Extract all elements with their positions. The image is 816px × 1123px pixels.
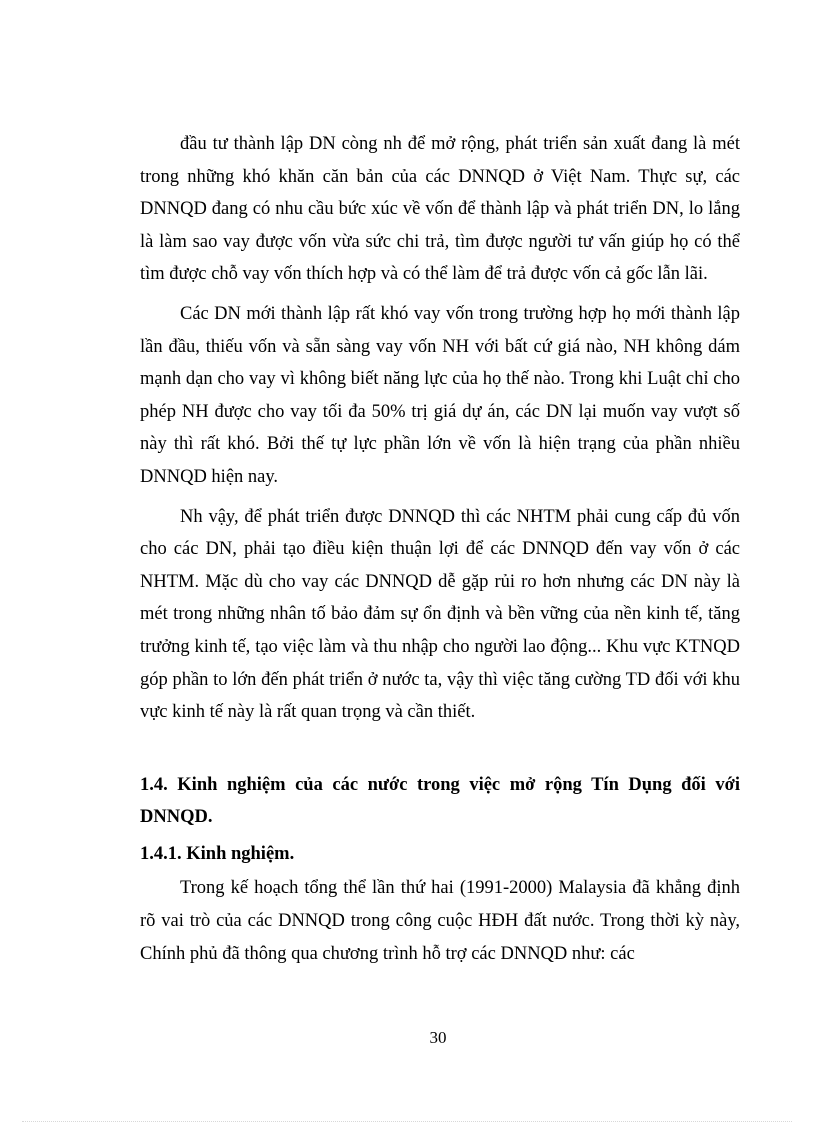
paragraph: Các DN mới thành lập rất khó vay vốn trong trường hợp họ mới thành lập lần đầu, thiếu vốn và sẵn sàng vay vốn NH với bất cứ giá nào, NH không dám mạnh dạn cho vay vì không biết năng lực của họ thế nào. Trong khi Luật chỉ cho phép NH được cho vay tối đa 50% trị giá dự án, các DN lại muốn vay vượt số này thì rất khó. Bởi thế tự lực phần lớn về vốn là hiện trạng của phần nhiều DNNQD hiện nay. (140, 303, 740, 487)
section-heading: 1.4. Kinh nghiệm của các nước trong việc mở rộng Tín Dụng đối với DNNQD. (140, 774, 740, 828)
page-bottom-border (22, 1121, 792, 1122)
paragraph: đầu tư thành lập DN còng nh để mở rộng, phát triển sản xuất đang là mét trong những khó khăn căn bản của các DNNQD ở Việt Nam. Thực sự, các DNNQD đang có nhu cầu bức xúc về vốn để thành lập và phát triển DN, lo lắng là làm sao vay được vốn vừa sức chi trả, tìm được người tư vấn giúp họ có thể tìm được chỗ vay vốn thích hợp và có thể làm để trả được vốn cả gốc lẫn lãi. (140, 134, 740, 285)
page-number: 30 (429, 1028, 447, 1047)
document-body (140, 128, 740, 970)
subsection-heading: 1.4.1. Kinh nghiệm. (140, 843, 295, 864)
paragraph: Nh vậy, để phát triển được DNNQD thì các NHTM phải cung cấp đủ vốn cho các DN, phải tạo điều kiện thuận lợi để các DNNQD đến vay vốn ở các NHTM. Mặc dù cho vay các DNNQD dễ gặp rủi ro hơn nhưng các DN này là mét trong những nhân tố bảo đảm sự ổn định và bền vững của nền kinh tế, tăng trưởng kinh tế, tạo việc làm và thu nhập cho người lao động... Khu vực KTNQD góp phần to lớn đến phát triển ở nước ta, vậy thì việc tăng cường TD đối với khu vực kinh tế này là rất quan trọng và cần thiết. (140, 506, 740, 723)
paragraph: Trong kế hoạch tổng thể lần thứ hai (1991-2000) Malaysia đã khẳng định rõ vai trò của các DNNQD trong công cuộc HĐH đất nước. Trong thời kỳ này, Chính phủ đã thông qua chương trình hỗ trợ các DNNQD như: các (140, 878, 740, 964)
